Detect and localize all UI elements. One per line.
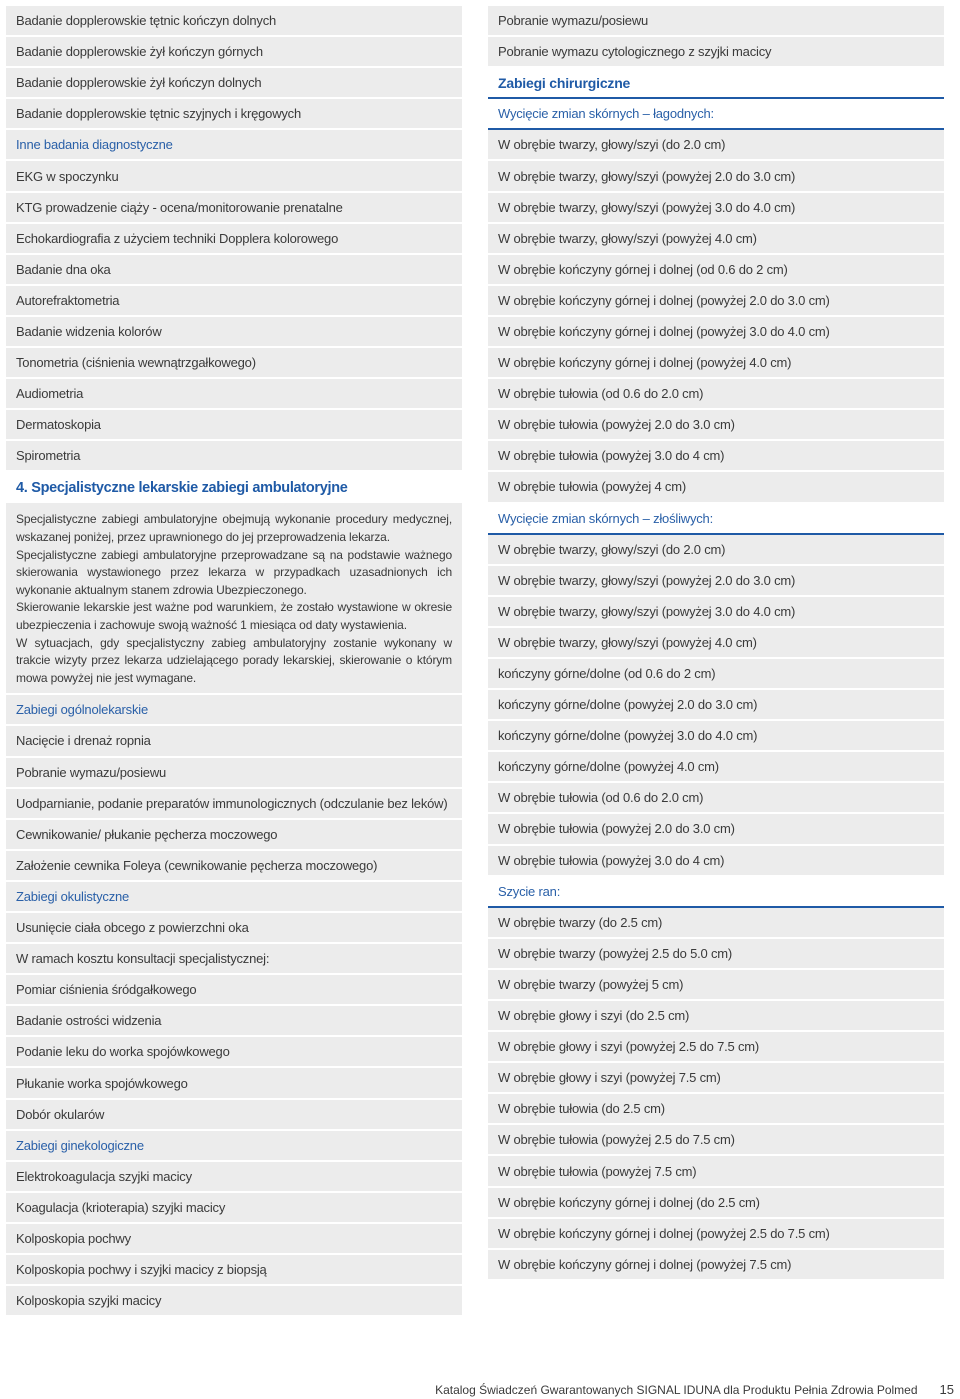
list-item: W obrębie twarzy, głowy/szyi (powyżej 2.0 do 3.0 cm) <box>488 566 944 597</box>
list-item: W obrębie kończyny górnej i dolnej (do 2.5 cm) <box>488 1188 944 1219</box>
list-item: W obrębie głowy i szyi (do 2.5 cm) <box>488 1001 944 1032</box>
list-item: Uodparnianie, podanie preparatów immunologicznych (odczulanie bez leków) <box>6 789 462 820</box>
list-item: KTG prowadzenie ciąży - ocena/monitorowanie prenatalne <box>6 193 462 224</box>
list-item: Badanie widzenia kolorów <box>6 317 462 348</box>
list-item: W obrębie kończyny górnej i dolnej (powyżej 2.0 do 3.0 cm) <box>488 286 944 317</box>
list-heading: Inne badania diagnostyczne <box>6 130 462 161</box>
list-item: Elektrokoagulacja szyjki macicy <box>6 1162 462 1193</box>
list-item: W obrębie tułowia (od 0.6 do 2.0 cm) <box>488 783 944 814</box>
list-item: Badanie dopplerowskie żył kończyn dolnych <box>6 68 462 99</box>
list-item: Cewnikowanie/ płukanie pęcherza moczowego <box>6 820 462 851</box>
list-heading: Zabiegi chirurgiczne <box>488 68 944 99</box>
list-item: W obrębie tułowia (powyżej 2.0 do 3.0 cm) <box>488 814 944 845</box>
list-item: W obrębie kończyny górnej i dolnej (powyżej 2.5 do 7.5 cm) <box>488 1219 944 1250</box>
page-footer <box>0 1380 960 1399</box>
list-item: Usunięcie ciała obcego z powierzchni oka <box>6 913 462 944</box>
list-heading: Wycięcie zmian skórnych – złośliwych: <box>488 504 944 535</box>
paragraph: Specjalistyczne zabiegi ambulatoryjne przeprowadzane są na podstawie ważnego skierowania wystawionego przez lekarza w przypadkach uzasadnionych ich wykonanie aktualnym stanem zdrowia Ubezpieczonego. <box>16 547 452 597</box>
list-item: Koagulacja (krioterapia) szyjki macicy <box>6 1193 462 1224</box>
list-item: Pobranie wymazu cytologicznego z szyjki macicy <box>488 37 944 68</box>
list-heading: Wycięcie zmian skórnych – łagodnych: <box>488 99 944 130</box>
list-item: W obrębie twarzy (powyżej 2.5 do 5.0 cm) <box>488 939 944 970</box>
list-item: W obrębie twarzy, głowy/szyi (powyżej 2.0 do 3.0 cm) <box>488 161 944 192</box>
list-item: Pomiar ciśnienia śródgałkowego <box>6 975 462 1006</box>
list-item: Płukanie worka spojówkowego <box>6 1068 462 1099</box>
paragraph: Specjalistyczne zabiegi ambulatoryjne obejmują wykonanie procedury medycznej, wskazanej poniżej, przez uprawnionego do jej przeprowadzenia lekarza. <box>16 512 452 544</box>
left-bottom-list <box>6 695 462 1317</box>
list-item: W obrębie twarzy, głowy/szyi (powyżej 4.0 cm) <box>488 224 944 255</box>
list-item: W obrębie kończyny górnej i dolnej (powyżej 7.5 cm) <box>488 1250 944 1281</box>
list-item: Echokardiografia z użyciem techniki Dopplera kolorowego <box>6 224 462 255</box>
list-item: W obrębie głowy i szyi (powyżej 7.5 cm) <box>488 1063 944 1094</box>
list-item: Pobranie wymazu/posiewu <box>6 758 462 789</box>
list-item: W obrębie głowy i szyi (powyżej 2.5 do 7.5 cm) <box>488 1032 944 1063</box>
right-list <box>488 6 944 1281</box>
list-item: W obrębie twarzy, głowy/szyi (do 2.0 cm) <box>488 535 944 566</box>
list-item: Badanie dopplerowskie żył kończyn górnych <box>6 37 462 68</box>
list-heading: Zabiegi ginekologiczne <box>6 1131 462 1162</box>
list-item: W obrębie twarzy (do 2.5 cm) <box>488 908 944 939</box>
list-item: Badanie dopplerowskie tętnic kończyn dolnych <box>6 6 462 37</box>
list-item: Audiometria <box>6 379 462 410</box>
list-item: W obrębie twarzy (powyżej 5 cm) <box>488 970 944 1001</box>
list-item: Kolposkopia szyjki macicy <box>6 1286 462 1317</box>
list-item: W obrębie twarzy, głowy/szyi (do 2.0 cm) <box>488 130 944 161</box>
list-item: W obrębie twarzy, głowy/szyi (powyżej 4.0 cm) <box>488 628 944 659</box>
list-item: kończyny górne/dolne (powyżej 4.0 cm) <box>488 752 944 783</box>
list-item: Nacięcie i drenaż ropnia <box>6 726 462 757</box>
list-heading: Zabiegi ogólnolekarskie <box>6 695 462 726</box>
list-item: W obrębie tułowia (powyżej 2.0 do 3.0 cm) <box>488 410 944 441</box>
left-top-list <box>6 6 462 472</box>
list-item: W obrębie kończyny górnej i dolnej (powyżej 3.0 do 4.0 cm) <box>488 317 944 348</box>
list-item: W obrębie twarzy, głowy/szyi (powyżej 3.0 do 4.0 cm) <box>488 597 944 628</box>
list-item: Dermatoskopia <box>6 410 462 441</box>
list-item: W obrębie tułowia (powyżej 2.5 do 7.5 cm) <box>488 1125 944 1156</box>
footer-text: Katalog Świadczeń Gwarantowanych SIGNAL IDUNA dla Produktu Pełnia Zdrowia Polmed <box>435 1382 918 1397</box>
section-description <box>6 503 462 695</box>
list-item: W obrębie tułowia (powyżej 3.0 do 4 cm) <box>488 846 944 877</box>
list-heading: Szycie ran: <box>488 877 944 908</box>
right-column <box>488 6 944 1281</box>
list-item: W obrębie kończyny górnej i dolnej (powyżej 4.0 cm) <box>488 348 944 379</box>
list-item: Autorefraktometria <box>6 286 462 317</box>
list-item: W obrębie tułowia (od 0.6 do 2.0 cm) <box>488 379 944 410</box>
paragraph: Skierowanie lekarskie jest ważne pod warunkiem, że zostało wystawione w okresie ubezpieczenia i zachowuje swoją ważność 1 miesiąca od daty wystawienia. <box>16 600 452 632</box>
list-item: kończyny górne/dolne (powyżej 2.0 do 3.0 cm) <box>488 690 944 721</box>
list-item: W obrębie tułowia (powyżej 7.5 cm) <box>488 1156 944 1187</box>
list-item: Dobór okularów <box>6 1100 462 1131</box>
list-item: EKG w spoczynku <box>6 161 462 192</box>
paragraph: W sytuacjach, gdy specjalistyczny zabieg ambulatoryjny zostanie wykonany w trakcie wizyty przez lekarza udzielającego porady lekarskiej, skierowanie o którym mowa powyżej nie jest wymagane. <box>16 635 452 685</box>
list-item: Kolposkopia pochwy <box>6 1224 462 1255</box>
list-item: Kolposkopia pochwy i szyjki macicy z biopsją <box>6 1255 462 1286</box>
list-heading: Zabiegi okulistyczne <box>6 882 462 913</box>
list-item: W ramach kosztu konsultacji specjalistycznej: <box>6 944 462 975</box>
list-item: W obrębie twarzy, głowy/szyi (powyżej 3.0 do 4.0 cm) <box>488 193 944 224</box>
list-item: W obrębie kończyny górnej i dolnej (od 0.6 do 2 cm) <box>488 255 944 286</box>
list-item: Badanie dopplerowskie tętnic szyjnych i kręgowych <box>6 99 462 130</box>
left-column <box>6 6 462 1317</box>
list-item: Podanie leku do worka spojówkowego <box>6 1037 462 1068</box>
list-item: kończyny górne/dolne (od 0.6 do 2 cm) <box>488 659 944 690</box>
list-item: W obrębie tułowia (powyżej 3.0 do 4 cm) <box>488 441 944 472</box>
list-item: Pobranie wymazu/posiewu <box>488 6 944 37</box>
list-item: Spirometria <box>6 441 462 472</box>
list-item: W obrębie tułowia (powyżej 4 cm) <box>488 472 944 503</box>
list-item: Tonometria (ciśnienia wewnątrzgałkowego) <box>6 348 462 379</box>
list-item: W obrębie tułowia (do 2.5 cm) <box>488 1094 944 1125</box>
list-item: Badanie dna oka <box>6 255 462 286</box>
list-item: Badanie ostrości widzenia <box>6 1006 462 1037</box>
list-item: Założenie cewnika Foleya (cewnikowanie pęcherza moczowego) <box>6 851 462 882</box>
section-title: 4. Specjalistyczne lekarskie zabiegi ambulatoryjne <box>16 479 348 496</box>
list-item: kończyny górne/dolne (powyżej 3.0 do 4.0 cm) <box>488 721 944 752</box>
page-number: 15 <box>939 1382 954 1397</box>
